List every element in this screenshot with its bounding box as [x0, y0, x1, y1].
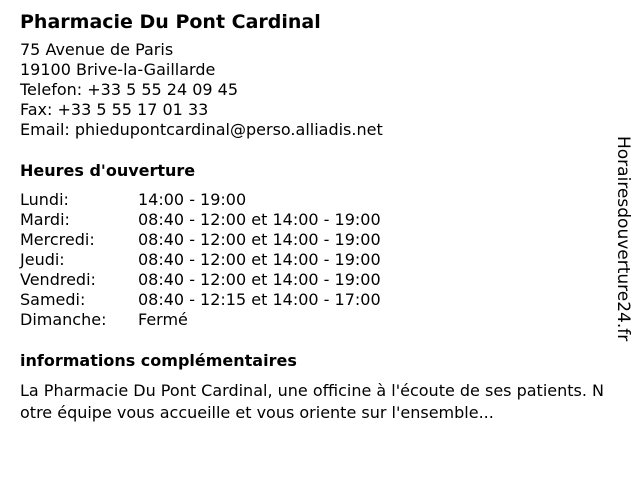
hours-row-sunday [20, 310, 610, 330]
address-city: 19100 Brive-la-Gaillarde [20, 60, 216, 79]
pharmacy-card [20, 10, 610, 424]
email-address: Email: phiedupontcardinal@perso.alliadis.net [20, 120, 383, 139]
hours-time: 14:00 - 19:00 [138, 190, 247, 209]
address-street: 75 Avenue de Paris [20, 40, 174, 59]
hours-row-monday [20, 190, 610, 210]
hours-time: 08:40 - 12:00 et 14:00 - 19:00 [138, 230, 381, 249]
hours-time: 08:40 - 12:15 et 14:00 - 17:00 [138, 290, 381, 309]
page-title: Pharmacie Du Pont Cardinal [20, 11, 321, 33]
hours-day: Samedi: [20, 290, 86, 309]
site-watermark: Horairesdouverture24.fr [613, 136, 633, 342]
phone-number: Telefon: +33 5 55 24 09 45 [20, 80, 239, 99]
fax-number: Fax: +33 5 55 17 01 33 [20, 100, 209, 119]
hours-day: Mardi: [20, 210, 70, 229]
hours-day: Lundi: [20, 190, 69, 209]
hours-day: Jeudi: [20, 250, 65, 269]
hours-day: Mercredi: [20, 230, 95, 249]
hours-row-saturday [20, 290, 610, 310]
contact-block [20, 40, 610, 140]
hours-time: 08:40 - 12:00 et 14:00 - 19:00 [138, 210, 381, 229]
opening-hours-heading: Heures d'ouverture [20, 161, 196, 180]
additional-info-heading: informations complémentaires [20, 351, 297, 370]
hours-time: 08:40 - 12:00 et 14:00 - 19:00 [138, 250, 381, 269]
hours-row-wednesday [20, 230, 610, 250]
hours-row-thursday [20, 250, 610, 270]
hours-time: Fermé [138, 310, 188, 329]
hours-time: 08:40 - 12:00 et 14:00 - 19:00 [138, 270, 381, 289]
hours-day: Dimanche: [20, 310, 107, 329]
opening-hours-table [20, 190, 610, 330]
hours-row-friday [20, 270, 610, 290]
hours-day: Vendredi: [20, 270, 96, 289]
hours-row-tuesday [20, 210, 610, 230]
additional-info-text: La Pharmacie Du Pont Cardinal, une officine à l'écoute de ses patients. Notre équipe vous accueille et vous oriente sur l'ensemble... [20, 381, 604, 422]
